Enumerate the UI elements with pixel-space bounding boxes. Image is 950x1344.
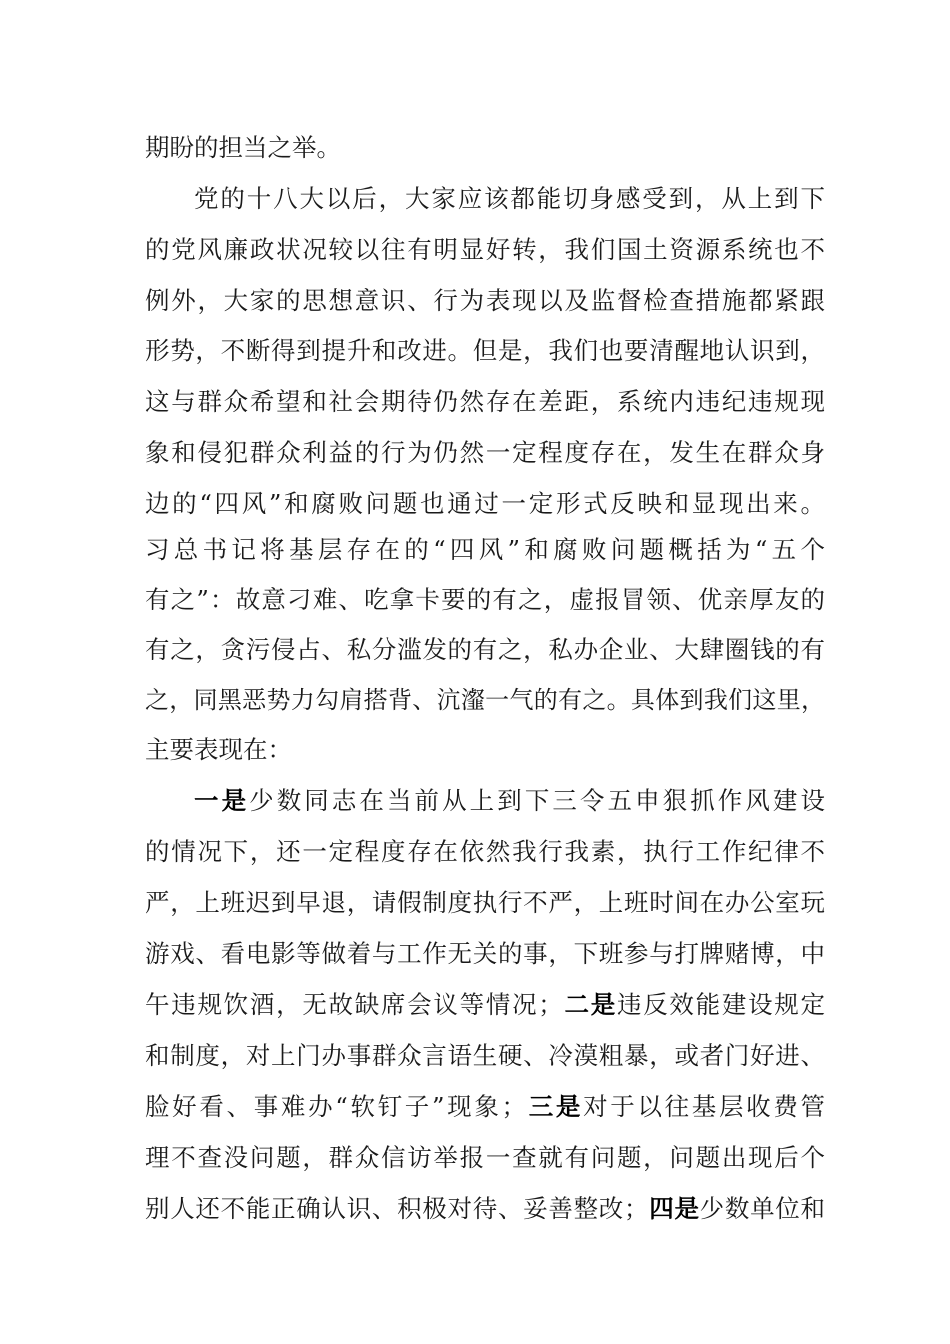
line-text: 游戏、看电影等做着与工作无关的事，下班参与打牌赌博，中 [145, 939, 825, 968]
line-text: 别人还不能正确认识、积极对待、妥善整改； [145, 1194, 649, 1223]
line-text: 习总书记将基层存在的“四风”和腐败问题概括为“五个 [145, 535, 825, 564]
line-text: 违反效能建设规定 [616, 990, 826, 1019]
point-marker: 三是 [526, 1092, 584, 1121]
text-line [145, 937, 825, 971]
text-line [145, 1090, 825, 1124]
line-text: 主要表现在： [145, 735, 292, 764]
paragraph-first-line [194, 784, 825, 818]
line-text: 脸好看、事难办“软钉子”现象； [145, 1092, 527, 1121]
text-line [145, 583, 825, 617]
text-line [145, 835, 825, 869]
text-line [145, 284, 825, 318]
line-text: 的党风廉政状况较以往有明显好转，我们国土资源系统也不 [145, 235, 825, 264]
line-text: 边的“四风”和腐败问题也通过一定形式反映和显现出来。 [145, 489, 825, 518]
line-text: 形势，不断得到提升和改进。但是，我们也要清醒地认识到， [145, 336, 825, 365]
text-line [145, 533, 825, 567]
line-text: 对于以往基层收费管 [583, 1092, 826, 1121]
line-text: 之，同黑恶势力勾肩搭背、沆瀣一气的有之。具体到我们这里， [145, 686, 825, 714]
line-text: 这与群众希望和社会期待仍然存在差距，系统内违纪违规现 [145, 387, 825, 416]
line-text: 严，上班迟到早退，请假制度执行不严，上班时间在办公室玩 [145, 888, 825, 917]
text-line [145, 733, 825, 767]
line-text: 少数同志在当前从上到下三令五申狠抓作风建设 [249, 786, 826, 815]
line-text: 理不查没问题，群众信访举报一查就有问题，问题出现后个 [145, 1143, 825, 1172]
point-marker: 一是 [194, 786, 250, 815]
text-line [145, 1141, 825, 1175]
line-text: 例外，大家的思想意识、行为表现以及监督检查措施都紧跟 [145, 286, 825, 315]
line-text: 有之”：故意刁难、吃拿卡要的有之，虚报冒领、优亲厚友的 [145, 585, 825, 614]
text-line [145, 487, 825, 521]
line-text: 象和侵犯群众利益的行为仍然一定程度存在，发生在群众身 [145, 438, 825, 467]
line-text: 的情况下，还一定程度存在依然我行我素，执行工作纪律不 [145, 837, 825, 866]
line-text: 有之，贪污侵占、私分滥发的有之，私办企业、大肆圈钱的有 [145, 635, 825, 664]
text-line [145, 633, 825, 667]
text-line [145, 436, 825, 470]
text-line [145, 131, 825, 165]
text-line [145, 385, 825, 419]
text-line [145, 886, 825, 920]
text-line [145, 683, 825, 717]
text-line [145, 233, 825, 267]
line-text: 午违规饮酒，无故缺席会议等情况； [145, 990, 563, 1019]
line-text: 党的十八大以后，大家应该都能切身感受到，从上到下 [194, 184, 825, 213]
text-line [145, 1192, 825, 1226]
paragraph-first-line [194, 182, 825, 216]
point-marker: 四是 [648, 1194, 700, 1223]
line-text: 少数单位和 [699, 1194, 826, 1223]
line-text: 期盼的担当之举。 [145, 133, 341, 162]
line-text: 和制度，对上门办事群众言语生硬、冷漠粗暴，或者门好进、 [145, 1041, 825, 1070]
text-line [145, 1039, 825, 1073]
text-line [145, 988, 825, 1022]
text-line [145, 334, 825, 368]
point-marker: 二是 [562, 990, 617, 1019]
